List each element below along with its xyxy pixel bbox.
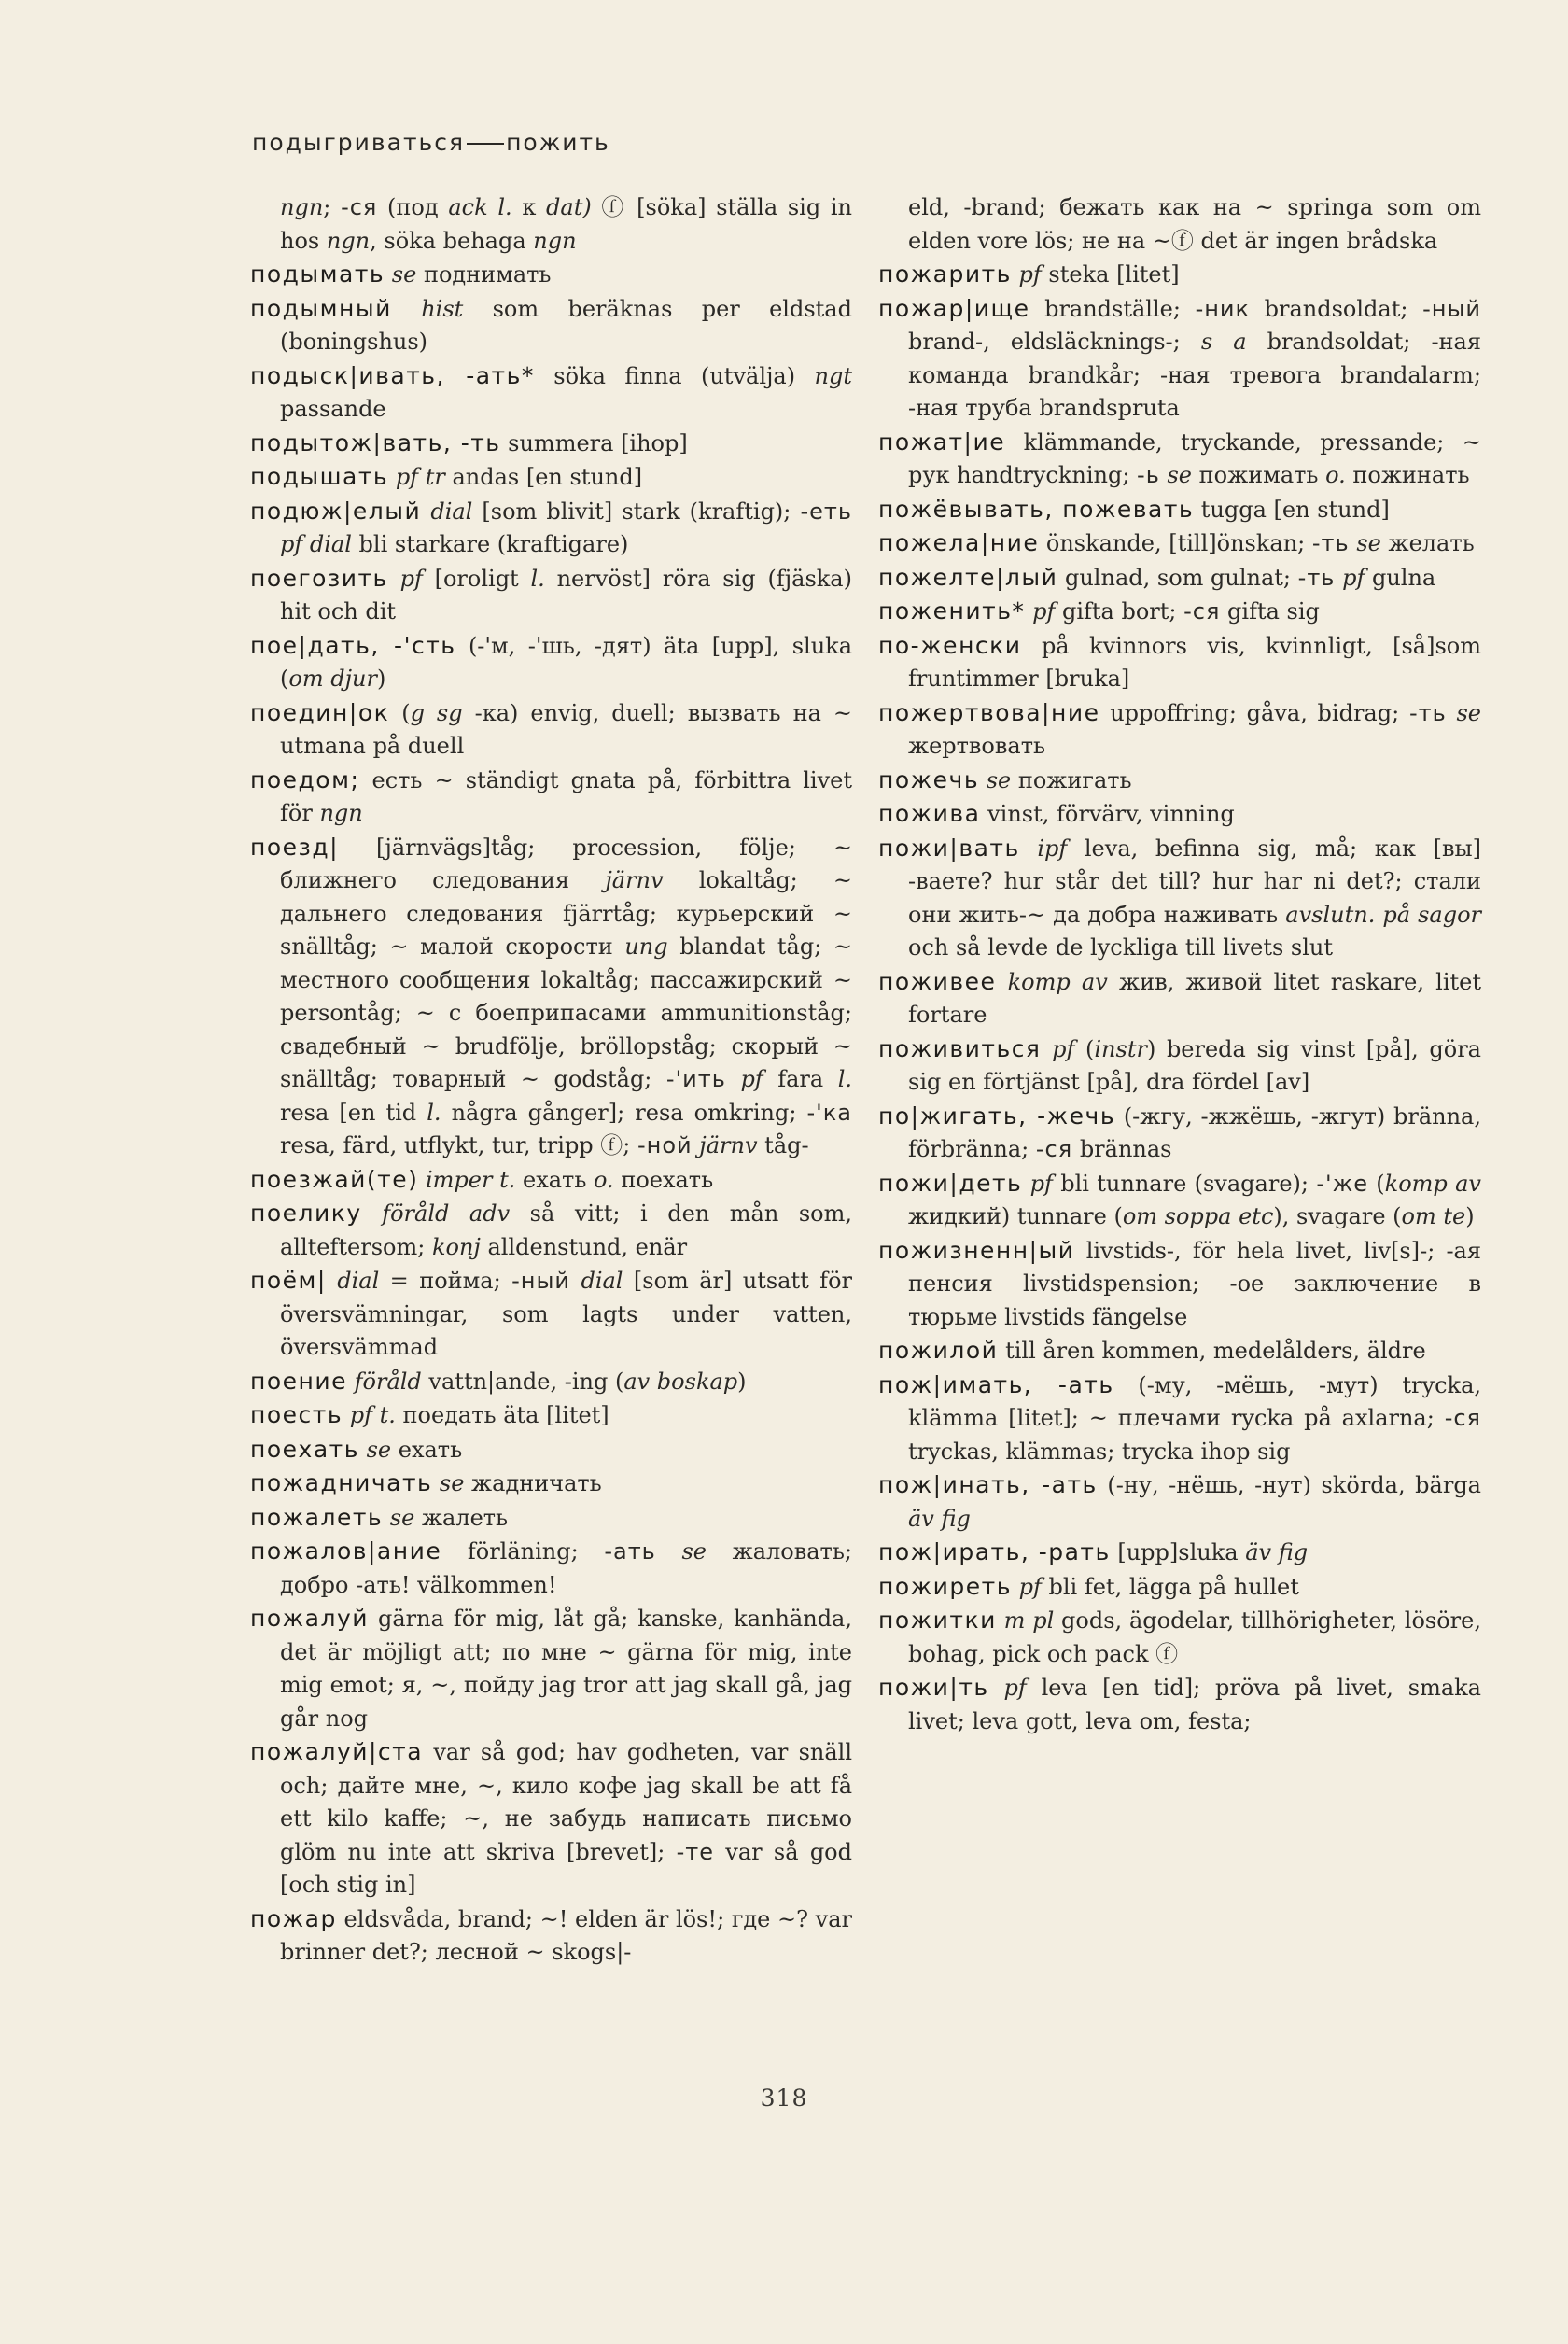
dictionary-entry	[250, 1602, 852, 1735]
definition-text	[996, 969, 1007, 995]
grammar-note: pf	[740, 1066, 763, 1092]
definition-text: fara	[763, 1066, 838, 1092]
entry-headword: поживиться	[878, 1034, 1042, 1062]
definition-text: (-ну, -нёшь, -нут) skörda, bärga	[1097, 1472, 1481, 1498]
definition-text: )	[376, 666, 386, 692]
definition-text	[979, 767, 987, 793]
grammar-note: ung	[624, 933, 668, 960]
definition-text: till åren kommen, medelålders, äldre	[998, 1338, 1426, 1364]
entry-headword: подытож|вать, -ть	[250, 428, 501, 456]
definition-text: [oroligt	[422, 565, 531, 592]
dictionary-entry	[250, 1197, 852, 1264]
definition-text: жив, живой litet raskare, litet fortare	[908, 968, 1481, 1028]
definition-text	[1025, 598, 1032, 625]
entry-headword: пожела|ние	[878, 529, 1040, 556]
dictionary-entry	[878, 191, 1481, 258]
entry-headword: поесть	[250, 1401, 343, 1428]
definition-text: klämmande, tryckande, pressande; ~ рук handtryckning;	[908, 428, 1481, 488]
definition-text	[1012, 261, 1019, 288]
entry-headword: поение	[250, 1367, 347, 1395]
definition-text: к	[511, 194, 547, 220]
entry-headword: пожи|вать	[878, 834, 1020, 862]
definition-text: vattn|ande, -ing (	[421, 1368, 624, 1395]
definition-text	[392, 296, 421, 322]
grammar-note: järnv	[605, 867, 664, 893]
grammar-note: pf	[399, 565, 423, 592]
dictionary-entry	[878, 258, 1481, 292]
dictionary-entry	[250, 191, 852, 258]
dictionary-entry	[878, 1100, 1481, 1167]
dictionary-entry	[250, 258, 852, 292]
dictionary-entry	[250, 1501, 852, 1536]
definition-text: [som blivit] stark (kraftig);	[472, 498, 801, 525]
definition-text: eld, -brand; бежать как на ~ springa som om elden vore lös; не на ~ⓕ det är ingen brådska	[908, 194, 1481, 254]
dictionary-entry	[250, 1264, 852, 1365]
definition-text: önskande, [till]önskan;	[1039, 530, 1312, 556]
definition-text: var så god; hav godheten, var snäll och; дайте мне, ~, кило кофе jag skall be att få ett kilo kaffe; ~, не забудь написать письмо glöm nu inte att skriva [brevet];	[280, 1739, 852, 1865]
definition-text: ), svagare (	[1273, 1203, 1402, 1229]
dictionary-entry	[878, 1671, 1481, 1738]
definition-text: жидкий) tunnare (	[908, 1203, 1123, 1229]
definition-text	[388, 464, 396, 490]
definition-text: = пойма;	[379, 1268, 512, 1294]
definition-text: bli starkare (kraftigare)	[351, 531, 629, 557]
dictionary-entry	[250, 1163, 852, 1198]
entry-headword: по-женски	[878, 631, 1022, 659]
definition-text	[359, 1437, 367, 1463]
form-variant: -ной	[637, 1132, 693, 1158]
entry-headword: поегозить	[250, 564, 388, 592]
definition-text: och så levde de lyckliga till livets slut	[908, 934, 1334, 961]
grammar-note: l.	[427, 1099, 441, 1126]
dictionary-entry	[878, 1167, 1481, 1234]
dictionary-entry	[878, 764, 1481, 798]
definition-text: ) bereda sig vinst [på], göra sig en förtjänst [på], dra fördel [av]	[908, 1035, 1481, 1095]
left-column	[250, 191, 852, 1970]
grammar-note: dial	[581, 1268, 623, 1294]
grammar-note: pf	[1342, 564, 1365, 591]
form-variant: -'же	[1316, 1170, 1368, 1197]
form-variant: -'ить	[665, 1066, 726, 1092]
grammar-note: äv fig	[908, 1505, 971, 1532]
definition-text: пожинать	[1345, 462, 1470, 488]
dictionary-entry	[250, 359, 852, 427]
header-first-word: подыгриваться	[252, 129, 466, 156]
grammar-note: se	[389, 1504, 415, 1531]
entry-headword: поём|	[250, 1267, 327, 1294]
definition-text: (-'м, -'шь, -дят) äta [upp], sluka (	[280, 632, 852, 692]
definition-text: желать	[1380, 530, 1475, 556]
definition-text: så vitt; i den mån som, allteftersom;	[280, 1200, 852, 1260]
grammar-note: pf	[1018, 261, 1042, 288]
definition-text: passande	[280, 396, 386, 422]
grammar-note: om djur	[288, 666, 377, 692]
entry-headword: пожарить	[878, 260, 1012, 288]
entry-headword: пожар|ище	[878, 294, 1030, 322]
dictionary-entry	[250, 696, 852, 764]
grammar-note: avslutn. på sagor	[1285, 901, 1481, 928]
dictionary-entry	[878, 832, 1481, 965]
entry-headword: подымный	[250, 294, 392, 322]
definition-text: жалеть	[414, 1504, 509, 1531]
definition-text: livstids-, för hela livet, liv[s]-; -ая пенсия livstidspension; -ое заключение в тюрьме livstids fängelse	[908, 1237, 1481, 1330]
grammar-note: föråld adv	[382, 1200, 511, 1227]
definition-text: жертвовать	[908, 733, 1046, 759]
form-variant: -'ка	[806, 1099, 852, 1126]
definition-text: lokaltåg; ~ дальнего следования fjärrtåg; курьерский ~ snälltåg; ~ малой скорости	[280, 867, 852, 960]
definition-text	[1041, 1036, 1052, 1062]
entry-headword: поживее	[878, 967, 997, 995]
definition-text: som beräknas per eldstad (boningshus)	[280, 295, 852, 355]
entry-headword: поезд|	[250, 833, 340, 861]
definition-text: )	[1465, 1203, 1475, 1229]
dictionary-entry	[878, 1604, 1481, 1671]
definition-text	[347, 1369, 355, 1395]
running-header	[252, 129, 610, 156]
grammar-note: pf	[1029, 1170, 1053, 1197]
definition-text	[385, 261, 392, 288]
entry-headword: пожалов|ание	[250, 1537, 442, 1565]
definition-text: andas [en stund]	[444, 464, 643, 490]
definition-text: gärna för mig, låt gå; kanske, kanhända, det är möjligt att; по мне ~ gärna för mig, inte mig emot; я, ~, пойду jag tror att jag skall gå, jag går nog	[280, 1606, 852, 1732]
entry-headword: пожечь	[878, 765, 980, 793]
grammar-note: pf t.	[349, 1402, 396, 1428]
definition-text: жадничать	[464, 1470, 602, 1496]
definition-text: alldenstund, enär	[480, 1233, 688, 1260]
grammar-note: dat)	[546, 194, 592, 220]
header-dash	[467, 143, 504, 145]
entry-headword: пожиреть	[878, 1572, 1012, 1600]
dictionary-entry	[250, 1467, 852, 1501]
definition-text: brandsoldat; -ная команда brandkår; -ная тревога brandalarm; -ная труба brandspruta	[908, 329, 1481, 421]
form-variant: -ся	[1183, 598, 1221, 625]
grammar-note: se	[986, 766, 1012, 793]
definition-text: tugga [en stund]	[1194, 496, 1390, 523]
grammar-note: ngn	[326, 227, 371, 254]
entry-headword: поедом;	[250, 765, 360, 793]
form-variant: -ть	[1408, 699, 1447, 726]
definition-text	[726, 1066, 741, 1092]
dictionary-entry	[878, 965, 1481, 1032]
grammar-note: om soppa etc	[1122, 1203, 1274, 1229]
grammar-note: ngn	[533, 227, 577, 254]
dictionary-entry	[878, 1234, 1481, 1335]
definition-text: жаловать; добро -ать! välkommen!	[280, 1538, 852, 1598]
definition-text: några gånger]; resa omkring;	[441, 1099, 807, 1126]
entry-headword: пожилой	[878, 1337, 999, 1364]
entry-headword: подюж|елый	[250, 497, 422, 525]
entry-headword: поезжай(те)	[250, 1165, 419, 1193]
dictionary-entry	[878, 1570, 1481, 1605]
grammar-note: pf tr	[395, 464, 445, 490]
grammar-note: l.	[530, 565, 545, 592]
grammar-note: se	[439, 1470, 465, 1496]
definition-text: пожимать	[1192, 462, 1326, 488]
dictionary-entry	[878, 1369, 1481, 1469]
definition-text	[327, 1268, 337, 1294]
grammar-note: imper t.	[426, 1166, 516, 1193]
entry-headword: пожива	[878, 800, 981, 827]
dictionary-entry	[878, 696, 1481, 764]
definition-text: gifta sig	[1220, 598, 1320, 625]
definition-text: gifta bort;	[1055, 598, 1184, 625]
definition-text: nervöst] röra sig (fjäska) hit och dit	[280, 565, 852, 625]
definition-text: brand-, eldsläcknings-;	[908, 329, 1201, 355]
definition-text: förläning;	[441, 1538, 605, 1565]
definition-text: på kvinnors vis, kvinnligt, [så]som fruntimmer [bruka]	[908, 632, 1481, 692]
entry-headword: пожадничать	[250, 1469, 433, 1496]
definition-text	[362, 1200, 383, 1227]
entry-headword: пожизненн|ый	[878, 1236, 1075, 1264]
definition-text: ⓕ [söka] ställa sig in hos	[280, 194, 853, 254]
definition-text	[1022, 1171, 1029, 1197]
grammar-note: m pl	[1003, 1607, 1055, 1634]
grammar-note: se	[1167, 462, 1193, 488]
definition-text: bli fet, lägga på hullet	[1041, 1573, 1299, 1600]
entry-headword: пожёвывать, пожевать	[878, 495, 1195, 523]
grammar-note: o.	[1325, 462, 1346, 488]
grammar-note: hist	[421, 295, 464, 322]
dictionary-entry	[878, 561, 1481, 596]
entry-headword: поелику	[250, 1200, 362, 1227]
dictionary-entry	[250, 1535, 852, 1602]
definition-text	[421, 498, 430, 525]
definition-text: (	[389, 699, 411, 726]
definition-text	[418, 1167, 426, 1193]
definition-text	[1012, 1574, 1019, 1600]
dictionary-entry	[250, 460, 852, 495]
grammar-note: komp av	[1007, 968, 1108, 995]
definition-text: leva, befinna sig, må; как [вы] -ваете? hur står det till? hur har ni det?; стали они жить-~ да добра наживать	[908, 835, 1481, 928]
dictionary-entry	[878, 493, 1481, 527]
entry-headword: по|жигать, -жечь	[878, 1102, 1116, 1130]
dictionary-entry	[250, 1735, 852, 1902]
definition-text: gods, ägodelar, tillhörigheter, lösöre, bohag, pick och pack ⓕ	[908, 1607, 1481, 1667]
grammar-note: dial	[430, 498, 473, 525]
definition-text: -ка) envig, duell; вызвать на ~ utmana på duell	[280, 699, 852, 759]
definition-text: ехать	[391, 1436, 463, 1463]
definition-text: eldsvåda, brand; ~! elden är lös!; где ~? var brinner det?; лесной ~ skogs|-	[280, 1905, 852, 1965]
definition-text: uppoffring; gåva, bidrag;	[1099, 699, 1409, 726]
definition-text: steka [litet]	[1041, 261, 1180, 288]
entry-headword: пож|имать, -ать	[878, 1370, 1114, 1398]
definition-text: brännas	[1072, 1136, 1172, 1162]
definition-text: blandat tåg; ~ местного сообщения lokaltåg; пассажирский ~ persontåg; ~ с боеприпасами ammunitionståg; свадебный ~ brudfölje, bröllopståg; скорый ~ snälltåg; товарный ~ godståg;	[280, 933, 852, 1092]
definition-text: пожигать	[1011, 766, 1132, 793]
entry-headword: пож|ирать, -рать	[878, 1538, 1111, 1565]
form-variant: -ть	[1311, 530, 1350, 556]
definition-text: (	[1074, 1035, 1095, 1062]
definition-text: есть ~ ständigt gnata på, förbittra livet för	[280, 766, 852, 826]
entry-headword: подымать	[250, 260, 385, 288]
entry-headword: подышать	[250, 463, 389, 490]
grammar-note: pf	[1003, 1675, 1027, 1701]
grammar-note: äv fig	[1245, 1539, 1309, 1565]
definition-text: bli tunnare (svagare);	[1052, 1170, 1317, 1197]
dictionary-entry	[250, 1398, 852, 1433]
entry-headword: пож|инать, -ать	[878, 1471, 1098, 1498]
form-variant: -те	[676, 1838, 714, 1865]
definition-text: [som är] utsatt för översvämningar, som lagts under vatten, översvämmad	[280, 1268, 852, 1360]
form-variant: -ный	[1422, 295, 1481, 322]
grammar-note: pf	[1052, 1035, 1075, 1062]
dictionary-entry	[878, 1334, 1481, 1369]
grammar-note: l.	[837, 1066, 853, 1092]
form-variant: -ть	[1297, 564, 1336, 591]
grammar-note: o.	[594, 1166, 614, 1193]
entry-headword: пожар	[250, 1904, 337, 1932]
dictionary-entry	[878, 292, 1481, 426]
definition-text: vinst, förvärv, vinning	[980, 801, 1235, 827]
definition-text: leva [en tid]; pröva på livet, smaka livet; leva gott, leva om, festa;	[908, 1675, 1481, 1734]
definition-text: поехать	[613, 1166, 714, 1193]
dictionary-entry	[250, 629, 852, 696]
definition-text	[989, 1675, 1004, 1701]
entry-headword: пожат|ие	[878, 428, 1006, 456]
definition-text: brandställe;	[1029, 295, 1196, 322]
definition-text: gulnad, som gulnat;	[1057, 564, 1298, 591]
grammar-note: ngt	[814, 362, 852, 389]
definition-text: summera [ihop]	[500, 429, 688, 456]
dictionary-entry	[878, 1468, 1481, 1536]
dictionary-entry	[250, 1433, 852, 1467]
dictionary-entry	[878, 526, 1481, 561]
definition-text: (под	[377, 194, 449, 220]
form-variant: -еть	[800, 498, 852, 525]
grammar-note: instr	[1094, 1035, 1147, 1062]
definition-text	[570, 1268, 581, 1294]
definition-text	[1447, 700, 1457, 726]
entry-headword: пожи|ть	[878, 1674, 989, 1701]
definition-text: [järnvägs]tåg; procession, följe; ~ ближнего следования	[280, 834, 852, 893]
grammar-note: ngn	[319, 800, 363, 826]
form-variant: -ать	[604, 1538, 656, 1565]
form-variant: -ь	[1137, 462, 1160, 488]
grammar-note: se	[1356, 530, 1381, 556]
grammar-note: ack l.	[448, 194, 512, 220]
definition-text: tryckas, klämmas; trycka ihop sig	[908, 1438, 1291, 1465]
entry-headword: пожитки	[878, 1607, 997, 1634]
definition-text	[343, 1402, 350, 1428]
dictionary-entry	[250, 1902, 852, 1970]
grammar-note: ipf	[1037, 835, 1068, 862]
dictionary-entry	[878, 595, 1481, 629]
definition-text: söka finna (utvälja)	[534, 362, 815, 389]
grammar-note: se	[366, 1436, 392, 1463]
definition-text	[383, 1505, 390, 1531]
grammar-note: föråld	[354, 1368, 422, 1395]
dictionary-entry	[878, 1032, 1481, 1100]
header-last-word: пожить	[506, 129, 610, 156]
entry-headword: пожелте|лый	[878, 563, 1058, 591]
page-number: 318	[760, 2084, 808, 2112]
definition-text: )	[737, 1368, 747, 1395]
right-column	[878, 191, 1481, 1738]
grammar-note: pf dial	[280, 531, 352, 557]
entry-headword: пожалуй	[250, 1605, 370, 1632]
entry-headword: пое|дать, -'сть	[250, 631, 456, 659]
dictionary-entry	[250, 562, 852, 629]
definition-text: [upp]sluka	[1110, 1539, 1246, 1565]
dictionary-entry	[250, 831, 852, 1163]
dictionary-entry	[250, 764, 852, 831]
dictionary-entry	[250, 1365, 852, 1399]
entry-headword: поедин|ок	[250, 698, 390, 726]
definition-text: , söka behaga	[370, 227, 534, 254]
form-variant: -ся	[1035, 1136, 1073, 1162]
entry-headword: пожалуй|ста	[250, 1738, 424, 1765]
definition-text	[656, 1538, 682, 1565]
definition-text: brandsoldat;	[1250, 295, 1423, 322]
entry-headword: пожертвова|ние	[878, 698, 1100, 726]
grammar-note: se	[391, 261, 417, 288]
grammar-note: konj	[431, 1233, 481, 1260]
entry-headword: пожалеть	[250, 1503, 384, 1531]
definition-text: ехать	[515, 1166, 595, 1193]
dictionary-entry	[250, 292, 852, 359]
grammar-note: pf	[1032, 598, 1056, 625]
definition-text: resa, färd, utflykt, tur, tripp ⓕ;	[280, 1132, 638, 1158]
entry-headword: поженить*	[878, 597, 1026, 625]
grammar-note: g sg	[410, 699, 463, 726]
definition-text: ;	[323, 194, 342, 220]
form-variant: -ся	[1444, 1405, 1481, 1431]
definition-text: resa [en tid	[280, 1099, 427, 1126]
definition-text: поедать äta [litet]	[395, 1402, 609, 1428]
definition-text: gulna	[1365, 564, 1436, 591]
definition-text	[1335, 565, 1342, 591]
grammar-note: s a	[1200, 329, 1247, 355]
definition-text: var så god [och stig in]	[280, 1838, 852, 1898]
grammar-note: se	[1456, 699, 1481, 726]
entry-headword: подыск|ивать, -ать*	[250, 361, 535, 389]
definition-text: (-му, -мёшь, -мут) trycka, klämma [litet]; ~ плечами rycka på axlarna;	[908, 1371, 1482, 1431]
definition-text: (-жгу, -жжёшь, -жгут) bränna, förbränna;	[908, 1102, 1481, 1162]
dictionary-entry	[878, 629, 1481, 696]
grammar-note: järnv	[699, 1132, 758, 1158]
entry-headword: пожи|деть	[878, 1169, 1023, 1197]
definition-text: поднимать	[416, 261, 552, 288]
form-variant: -ник	[1195, 295, 1251, 322]
definition-text: (	[1367, 1170, 1385, 1197]
definition-text	[1020, 835, 1038, 862]
dictionary-entry	[878, 1536, 1481, 1570]
definition-text: tåg-	[757, 1132, 809, 1158]
definition-text	[432, 1470, 440, 1496]
dictionary-entry	[250, 495, 852, 562]
dictionary-entry	[250, 427, 852, 461]
grammar-note: ngn	[280, 194, 324, 220]
grammar-note: om te	[1401, 1203, 1466, 1229]
form-variant: -ся	[341, 194, 378, 220]
definition-text	[388, 566, 400, 592]
form-variant: -ный	[511, 1268, 571, 1294]
entry-headword: поехать	[250, 1435, 359, 1463]
dictionary-entry	[878, 797, 1481, 832]
grammar-note: av boskap	[623, 1368, 738, 1395]
definition-text	[997, 1607, 1004, 1634]
grammar-note: komp av	[1384, 1170, 1481, 1197]
dictionary-entry	[878, 426, 1481, 493]
grammar-note: pf	[1018, 1573, 1042, 1600]
grammar-note: dial	[337, 1268, 380, 1294]
grammar-note: se	[681, 1538, 707, 1565]
